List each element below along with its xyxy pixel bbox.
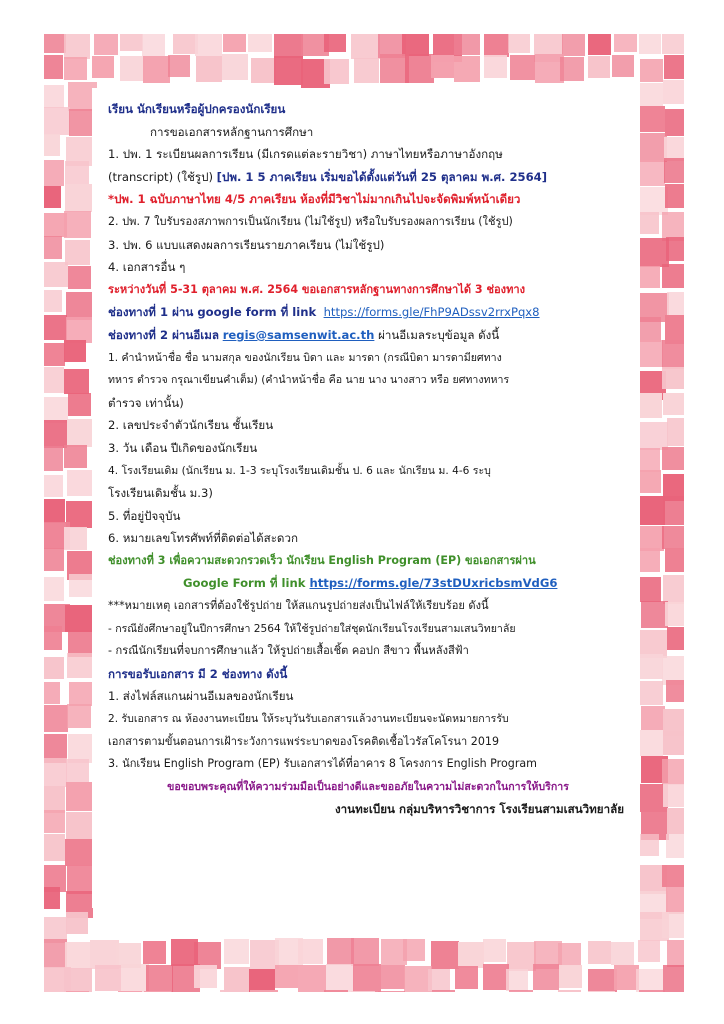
subject-line: การขอเอกสารหลักฐานการศึกษา [150, 124, 314, 139]
border-tile [665, 184, 684, 208]
item-1-line-2 [108, 166, 628, 189]
border-tile [637, 730, 663, 756]
border-tile [64, 340, 86, 362]
border-tile [64, 527, 87, 550]
border-tile [68, 393, 91, 416]
border-tile [92, 56, 114, 78]
border-tile [66, 912, 88, 934]
border-tile [67, 419, 95, 447]
border-tile [44, 186, 61, 208]
border-tile [44, 262, 68, 287]
border-tile [508, 34, 530, 53]
channel-3-link[interactable]: https://forms.gle/73stDUxricbsmVdG6 [309, 576, 558, 591]
border-tile [509, 990, 533, 992]
border-tile [44, 55, 63, 79]
border-tile [44, 420, 67, 448]
border-tile [454, 34, 480, 55]
border-tile [639, 681, 663, 705]
item-3: 3. ปพ. 6 แบบแสดงผลการเรียนรายภาคเรียน (ไม่ใช้รูป) [108, 237, 385, 252]
border-tile [64, 968, 92, 992]
border-tile [65, 161, 89, 185]
border-tile [640, 238, 669, 267]
border-tile [94, 34, 118, 55]
remark-item-2: - กรณีนักเรียนที่จบการศึกษาแล้ว ให้รูปถ่ายเสื้อเชิ้ต คอปก สีขาว พื้นหลังสีฟ้า [108, 644, 469, 658]
item-1-plain: (transcript) (ใช้รูป) [108, 169, 217, 184]
border-tile [351, 938, 379, 966]
info-4-line-1: 4. โรงเรียนเดิม (นักเรียน ม. 1-3 ระบุโรงเรียนเดิมชั้น ป. 6 และ นักเรียน ม. 4-6 ระบุ [108, 464, 491, 477]
border-tile [431, 941, 459, 969]
channel-2 [108, 324, 628, 347]
border-tile [223, 34, 246, 52]
border-tile [44, 290, 62, 312]
item-1-note: *ปพ. 1 ฉบับภาษาไทย 4/5 ภาคเรียน ห้องที่มีวิชาไม่มากเกินไปจะจัดพิมพ์หน้าเดียว [108, 192, 521, 207]
border-tile [662, 447, 684, 470]
border-tile [663, 496, 684, 525]
border-tile [44, 682, 60, 704]
border-tile [69, 682, 93, 706]
border-tile [275, 965, 298, 988]
border-tile [274, 56, 303, 85]
border-tile [353, 964, 381, 992]
receive-item-2-line-1: 2. รับเอกสาร ณ ห้องงานทะเบียน ให้ระบุวันรับเอกสารแล้วงานทะเบียนจะนัดหมายการรับ [108, 713, 509, 726]
border-tile [326, 964, 354, 992]
border-tile [65, 942, 92, 969]
border-tile [351, 991, 375, 992]
border-tile [483, 939, 506, 962]
border-tile [666, 887, 684, 914]
remark-item-1: - กรณียังศึกษาอยู่ในปีการศึกษา 2564 ให้ใช้รูปถ่ายใส่ชุดนักเรียนโรงเรียนสามเสนวิทยาลัย [108, 622, 516, 635]
channel-2-label: ช่องทางที่ 2 ผ่านอีเมล [108, 327, 219, 342]
border-tile [44, 446, 63, 471]
channel-2-email[interactable]: regis@samsenwit.ac.th [222, 327, 375, 342]
border-tile [44, 758, 67, 787]
border-tile [44, 315, 67, 340]
announcement-document [108, 98, 628, 821]
border-tile [249, 969, 275, 992]
border-tile [64, 369, 89, 394]
border-tile [44, 343, 65, 366]
border-tile [44, 657, 64, 679]
border-tile [611, 942, 634, 965]
border-tile [298, 965, 326, 992]
border-tile [588, 34, 611, 55]
border-tile [558, 990, 581, 992]
border-tile [638, 266, 660, 288]
border-tile [120, 56, 145, 81]
border-tile [120, 34, 143, 51]
item-2: 2. ปพ. 7 ใบรับรองสภาพการเป็นนักเรียน (ไม่ใช้รูป) หรือใบรับรองผลการเรียน (ใช้รูป) [108, 214, 513, 228]
border-tile [612, 55, 634, 77]
border-tile [248, 34, 272, 52]
border-tile [558, 943, 581, 966]
border-tile [663, 393, 684, 415]
border-tile [666, 680, 684, 702]
border-tile [636, 340, 663, 367]
border-tile [66, 292, 94, 320]
border-tile [637, 212, 659, 234]
item-1-highlight: [ปพ. 1 5 ภาคเรียน เริ่มขอได้ตั้งแต่วันที่ 25 ตุลาคม พ.ศ. 2564] [216, 169, 548, 184]
border-tile [69, 574, 92, 597]
border-tile [44, 548, 64, 571]
border-tile [640, 59, 663, 82]
border-tile [562, 34, 585, 56]
border-tile [44, 475, 63, 497]
border-tile [639, 34, 661, 54]
receive-title: การขอรับเอกสาร มี 2 ช่องทาง ดังนี้ [108, 666, 288, 681]
greeting: เรียน นักเรียนหรือผู้ปกครองนักเรียน [108, 102, 286, 116]
border-tile [44, 786, 65, 813]
border-tile [67, 653, 92, 678]
border-tile [324, 990, 348, 992]
border-tile [431, 55, 454, 78]
border-tile [324, 59, 349, 84]
border-tile [432, 990, 455, 992]
border-tile [68, 266, 91, 289]
border-tile [274, 34, 303, 58]
border-tile [142, 34, 165, 56]
border-tile [64, 57, 87, 80]
channel-1 [108, 301, 628, 324]
info-1-line-2: ทหาร ตำรวจ กรุณาเขียนคำเต็ม) (คำนำหน้าชื่อ คือ นาย นาง นางสาว หรือ ยศทางทหาร [108, 374, 510, 387]
border-tile [638, 940, 660, 962]
info-1-line-1: 1. คำนำหน้าชื่อ ชื่อ นามสกุล ของนักเรียน บิดา และ มารดา (กรณีบิดา มารดามียศทาง [108, 351, 502, 364]
border-tile [662, 865, 684, 887]
channel-3-line-1: ช่องทางที่ 3 เพื่อความสะดวกรวดเร็ว นักเรียน English Program (EP) ขอเอกสารผ่าน [108, 553, 536, 567]
info-5: 5. ที่อยู่ปัจจุบัน [108, 508, 181, 523]
border-tile [44, 834, 65, 861]
border-tile [484, 34, 509, 57]
border-tile [196, 56, 222, 82]
border-tile [66, 501, 93, 528]
border-tile [44, 810, 65, 833]
border-tile [44, 34, 66, 53]
border-tile [327, 938, 354, 965]
info-2: 2. เลขประจำตัวนักเรียน ชั้นเรียน [108, 418, 274, 433]
border-tile [44, 236, 62, 259]
border-tile [662, 34, 684, 54]
border-tile [402, 34, 429, 56]
border-tile [662, 759, 684, 785]
channel-1-link[interactable]: https://forms.gle/FhP9ADssv2rrxPqx8 [323, 305, 540, 320]
border-tile [667, 808, 684, 834]
border-tile [454, 56, 480, 82]
border-tile [662, 264, 684, 288]
border-tile [638, 470, 661, 493]
border-tile [665, 548, 684, 572]
border-tile [44, 160, 64, 186]
border-tile [663, 575, 684, 604]
border-tile [250, 990, 278, 992]
border-tile [638, 654, 663, 679]
border-tile [381, 965, 405, 989]
border-tile [614, 34, 637, 52]
border-tile [143, 941, 166, 964]
border-tile [667, 418, 684, 446]
border-tile [666, 237, 684, 261]
border-tile [665, 109, 684, 136]
border-tile [458, 942, 484, 968]
border-tile [455, 966, 478, 989]
border-tile [507, 942, 536, 971]
border-tile [144, 991, 171, 992]
border-tile [44, 499, 65, 523]
border-tile [510, 55, 535, 80]
border-tile [506, 969, 528, 991]
border-tile [224, 939, 249, 964]
border-tile [67, 704, 91, 728]
border-tile [65, 240, 90, 265]
border-tile [298, 939, 323, 964]
border-tile [44, 367, 64, 393]
channel-2-suffix: ผ่านอีเมลระบุข้อมูล ดังนี้ [374, 327, 500, 342]
border-tile [667, 940, 684, 967]
border-tile [64, 211, 91, 238]
border-tile [251, 58, 276, 83]
border-tile [560, 57, 584, 81]
info-6: 6. หมายเลขโทรศัพท์ที่ติดต่อได้สะดวก [108, 531, 298, 546]
border-tile [667, 292, 684, 317]
border-tile [641, 601, 668, 628]
border-tile [533, 964, 559, 990]
border-tile [351, 34, 380, 59]
info-4-line-2: โรงเรียนเดิมชั้น ม.3) [108, 486, 213, 501]
border-tile [640, 83, 663, 106]
border-tile [44, 85, 64, 108]
border-tile [588, 56, 610, 78]
border-tile [66, 991, 89, 992]
channel-1-label: ช่องทางที่ 1 ผ่าน google form ที่ link [108, 305, 317, 320]
request-period: ระหว่างวันที่ 5-31 ตุลาคม พ.ศ. 2564 ขอเอกสารหลักฐานทางการศึกษาได้ 3 ช่องทาง [108, 282, 526, 296]
border-tile [354, 58, 379, 83]
channel-3-line-2 [108, 572, 628, 595]
border-tile [666, 834, 684, 858]
border-tile [665, 602, 684, 626]
border-tile [168, 55, 190, 77]
border-tile [324, 34, 346, 52]
border-tile [66, 812, 94, 840]
remark: ***หมายเหตุ เอกสารที่ต้องใช้รูปถ่าย ให้สแกนรูปถ่ายส่งเป็นไฟล์ให้เรียบร้อย ดังนี้ [108, 599, 489, 613]
border-tile [66, 782, 95, 811]
border-tile [65, 839, 92, 866]
border-tile [662, 367, 684, 389]
receive-item-1: 1. ส่งไฟล์สแกนผ่านอีเมลของนักเรียน [108, 689, 294, 704]
border-tile [44, 939, 67, 968]
item-1-line-1: 1. ปพ. 1 ระเบียนผลการเรียน (มีเกรดแต่ละรายวิชา) ภาษาไทยหรือภาษาอังกฤษ [108, 147, 503, 162]
border-tile [664, 55, 684, 79]
border-tile [64, 445, 87, 468]
border-tile [44, 577, 64, 601]
border-tile [639, 160, 665, 186]
border-tile [662, 340, 684, 369]
border-tile [194, 965, 217, 988]
border-tile [44, 626, 62, 650]
border-tile [663, 80, 684, 104]
border-tile [403, 939, 425, 961]
border-tile [639, 990, 665, 992]
border-tile [44, 705, 68, 732]
border-tile [428, 969, 450, 991]
item-4: 4. เอกสารอื่น ๆ [108, 260, 186, 275]
border-tile [664, 158, 684, 183]
border-tile [636, 969, 663, 992]
border-tile [405, 54, 434, 83]
border-tile [662, 912, 684, 938]
border-tile [121, 964, 149, 992]
border-tile [146, 965, 173, 992]
info-1-line-3: ตำรวจ เท่านั้น) [108, 395, 184, 410]
channel-3-label: Google Form ที่ link [183, 576, 310, 591]
border-tile [636, 496, 665, 525]
border-tile [638, 133, 667, 162]
border-tile [484, 55, 507, 78]
receive-item-3: 3. นักเรียน English Program (EP) รับเอกสารได้ที่อาคาร 8 โครงการ English Program [108, 757, 537, 771]
border-tile [44, 107, 70, 135]
border-tile [143, 56, 170, 83]
border-tile [588, 941, 611, 964]
border-tile [637, 393, 662, 418]
border-tile [378, 991, 405, 992]
border-tile [195, 34, 222, 56]
border-tile [67, 470, 93, 496]
border-tile [639, 106, 665, 132]
border-tile [65, 184, 93, 212]
border-tile [95, 965, 121, 991]
border-tile [559, 965, 582, 988]
receive-item-2-line-2: เอกสารตามขั้นตอนการเฝ้าระวังการแพร่ระบาดของโรคติดเชื้อไวรัสโคโรนา 2019 [108, 734, 500, 748]
border-tile [663, 731, 684, 755]
border-tile [65, 605, 92, 632]
border-tile [222, 54, 248, 80]
border-tile [64, 34, 90, 59]
border-tile [118, 991, 142, 992]
border-tile [663, 784, 684, 807]
border-tile [663, 965, 684, 992]
border-tile [44, 134, 60, 156]
border-tile [640, 187, 668, 215]
border-tile [667, 627, 684, 650]
border-tile [588, 969, 617, 992]
border-tile [637, 834, 659, 856]
border-tile [44, 887, 60, 909]
border-tile [220, 990, 245, 992]
border-tile [588, 991, 615, 992]
signature: งานทะเบียน กลุ่มบริหารวิชาการ โรงเรียนสามเสนวิทยาลัย [334, 802, 624, 817]
border-tile [224, 967, 250, 992]
border-tile [66, 759, 89, 782]
border-tile [662, 526, 684, 549]
thanks-note: ขอขอบพระคุณที่ให้ความร่วมมือเป็นอย่างดีและขออภัยในความไม่สะดวกในการให้บริการ [167, 780, 569, 793]
border-tile [640, 422, 668, 450]
info-3: 3. วัน เดือน ปีเกิดของนักเรียน [108, 440, 258, 455]
border-tile [641, 706, 665, 730]
